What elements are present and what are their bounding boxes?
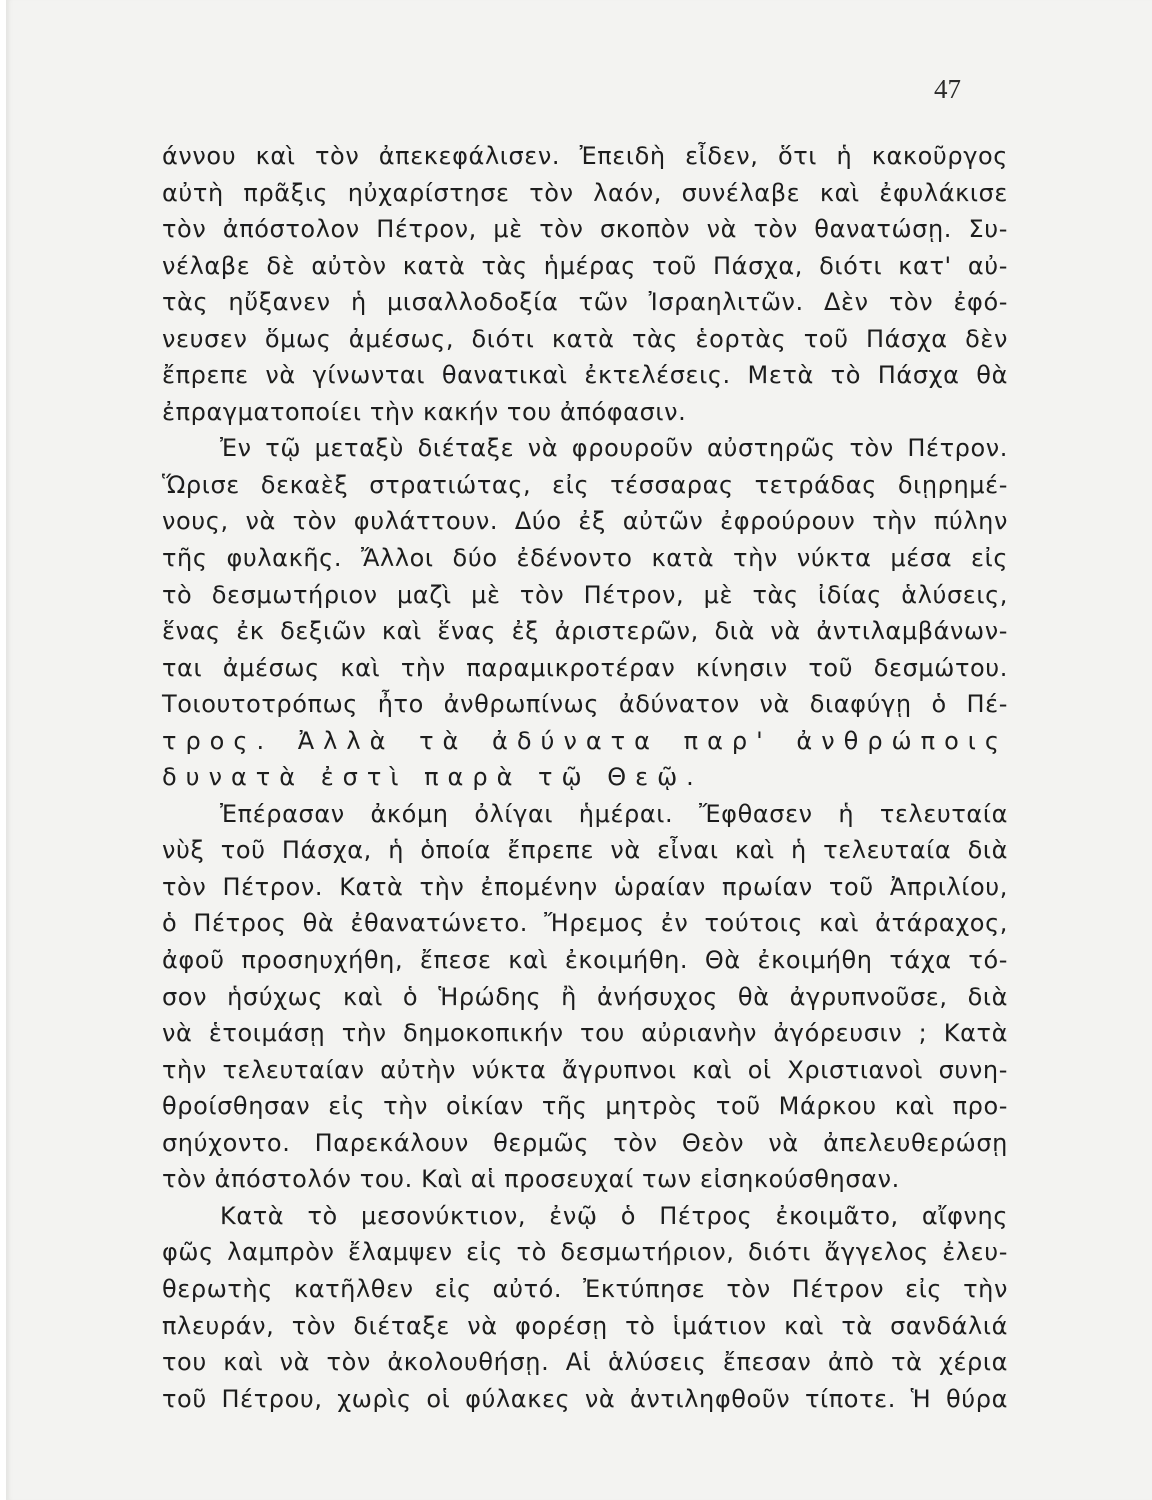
text-line: Κατὰ τὸ μεσονύκτιον, ἐνῷ ὁ Πέτρος ἐκοιμᾶτο, αἴφνης — [220, 1201, 1008, 1230]
page-number: 47 — [934, 74, 961, 104]
text-line: νὺξ τοῦ Πάσχα, ἡ ὁποία ἔπρεπε νὰ εἶναι καὶ ἡ τελευταία διὰ — [162, 836, 1008, 865]
text-line: Ἐν τῷ μεταξὺ διέταξε νὰ φρουροῦν αὐστηρῶς τὸν Πέτρον. — [220, 434, 1008, 463]
text-line: ται ἀμέσως καὶ τὴν παραμικροτέραν κίνησιν τοῦ δεσμώτου. — [162, 653, 1008, 682]
text-line: τρος. Ἀλλὰ τὰ ἀδύνατα παρ' ἀνθρώποις — [162, 726, 1008, 755]
text-line: ἐπραγματοποίει τὴν κακήν του ἀπόφασιν. — [162, 397, 687, 426]
text-line: τὸν Πέτρον. Κατὰ τὴν ἐπομένην ὡραίαν πρωίαν τοῦ Ἀπριλίου, — [162, 872, 1008, 901]
text-line: νὰ ἑτοιμάσῃ τὴν δημοκοπικήν του αὐριανὴν ἀγόρευσιν ; Κατὰ — [162, 1019, 1008, 1048]
text-line: ἔπρεπε νὰ γίνωνται θανατικαὶ ἐκτελέσεις. Μετὰ τὸ Πάσχα θὰ — [162, 361, 1008, 390]
text-line: τὰς ηὔξανεν ἡ μισαλλοδοξία τῶν Ἰσραηλιτῶν. Δὲν τὸν ἐφό- — [162, 288, 1008, 317]
text-line: νέλαβε δὲ αὐτὸν κατὰ τὰς ἡμέρας τοῦ Πάσχα, διότι κατ' αὐ- — [162, 251, 1008, 280]
text-line: πλευράν, τὸν διέταξε νὰ φορέσῃ τὸ ἱμάτιον καὶ τὰ σανδάλιά — [162, 1311, 1008, 1340]
text-line: άννου καὶ τὸν ἀπεκεφάλισεν. Ἐπειδὴ εἶδεν, ὅτι ἡ κακοῦργος — [162, 142, 1008, 170]
body-text — [162, 138, 1008, 1417]
text-line: σον ἡσύχως καὶ ὁ Ἡρώδης ἢ ἀνήσυχος θὰ ἀγρυπνοῦσε, διὰ — [162, 982, 1008, 1011]
text-line: τὸ δεσμωτήριον μαζὶ μὲ τὸν Πέτρον, μὲ τὰς ἰδίας ἁλύσεις, — [162, 580, 1008, 609]
text-line: ὁ Πέτρος θὰ ἐθανατώνετο. Ἤρεμος ἐν τούτοις καὶ ἀτάραχος, — [162, 909, 1008, 938]
text-line: νευσεν ὅμως ἀμέσως, διότι κατὰ τὰς ἑορτὰς τοῦ Πάσχα δὲν — [162, 324, 1008, 353]
text-line: ἕνας ἐκ δεξιῶν καὶ ἕνας ἐξ ἀριστερῶν, διὰ νὰ ἀντιλαμβάνων- — [162, 617, 1008, 646]
text-line: θερωτὴς κατῆλθεν εἰς αὐτό. Ἐκτύπησε τὸν Πέτρον εἰς τὴν — [162, 1274, 1008, 1303]
text-line: Τοιουτοτρόπως ἦτο ἀνθρωπίνως ἀδύνατον νὰ διαφύγῃ ὁ Πέ- — [162, 690, 1008, 719]
text-line: τῆς φυλακῆς. Ἄλλοι δύο ἐδένοντο κατὰ τὴν νύκτα μέσα εἰς — [162, 544, 1008, 573]
text-line: τοῦ Πέτρου, χωρὶς οἱ φύλακες νὰ ἀντιληφθοῦν τίποτε. Ἡ θύρα — [162, 1384, 1008, 1413]
text-line: δυνατὰ ἐστὶ παρὰ τῷ Θεῷ. — [162, 763, 703, 792]
text-line: τὸν ἀπόστολον Πέτρον, μὲ τὸν σκοπὸν νὰ τὸν θανατώσῃ. Συ- — [162, 215, 1008, 244]
text-line: Ὥρισε δεκαὲξ στρατιώτας, εἰς τέσσαρας τετράδας διῃρημέ- — [162, 470, 1008, 499]
text-line: αὐτὴ πρᾶξις ηὐχαρίστησε τὸν λαόν, συνέλαβε καὶ ἐφυλάκισε — [162, 178, 1008, 207]
text-line: θροίσθησαν εἰς τὴν οἰκίαν τῆς μητρὸς τοῦ Μάρκου καὶ προ- — [162, 1092, 1008, 1121]
text-line: ἀφοῦ προσηυχήθη, ἔπεσε καὶ ἐκοιμήθη. Θὰ ἐκοιμήθη τάχα τό- — [162, 946, 1008, 975]
text-line: νους, νὰ τὸν φυλάττουν. Δύο ἐξ αὐτῶν ἐφρούρουν τὴν πύλην — [162, 507, 1008, 536]
text-line: τὸν ἀπόστολόν του. Καὶ αἱ προσευχαί των εἰσηκούσθησαν. — [162, 1165, 900, 1194]
text-line: σηύχοντο. Παρεκάλουν θερμῶς τὸν Θεὸν νὰ ἀπελευθερώσῃ — [162, 1128, 1008, 1157]
text-line: Ἐπέρασαν ἀκόμη ὀλίγαι ἡμέραι. Ἔφθασεν ἡ τελευταία — [220, 799, 1008, 828]
text-line: τὴν τελευταίαν αὐτὴν νύκτα ἄγρυπνοι καὶ οἱ Χριστιανοὶ συνη- — [162, 1055, 1008, 1084]
text-line: του καὶ νὰ τὸν ἀκολουθήσῃ. Αἱ ἁλύσεις ἔπεσαν ἀπὸ τὰ χέρια — [162, 1348, 1008, 1377]
text-line: φῶς λαμπρὸν ἔλαμψεν εἰς τὸ δεσμωτήριον, διότι ἄγγελος ἐλευ- — [162, 1238, 1008, 1267]
